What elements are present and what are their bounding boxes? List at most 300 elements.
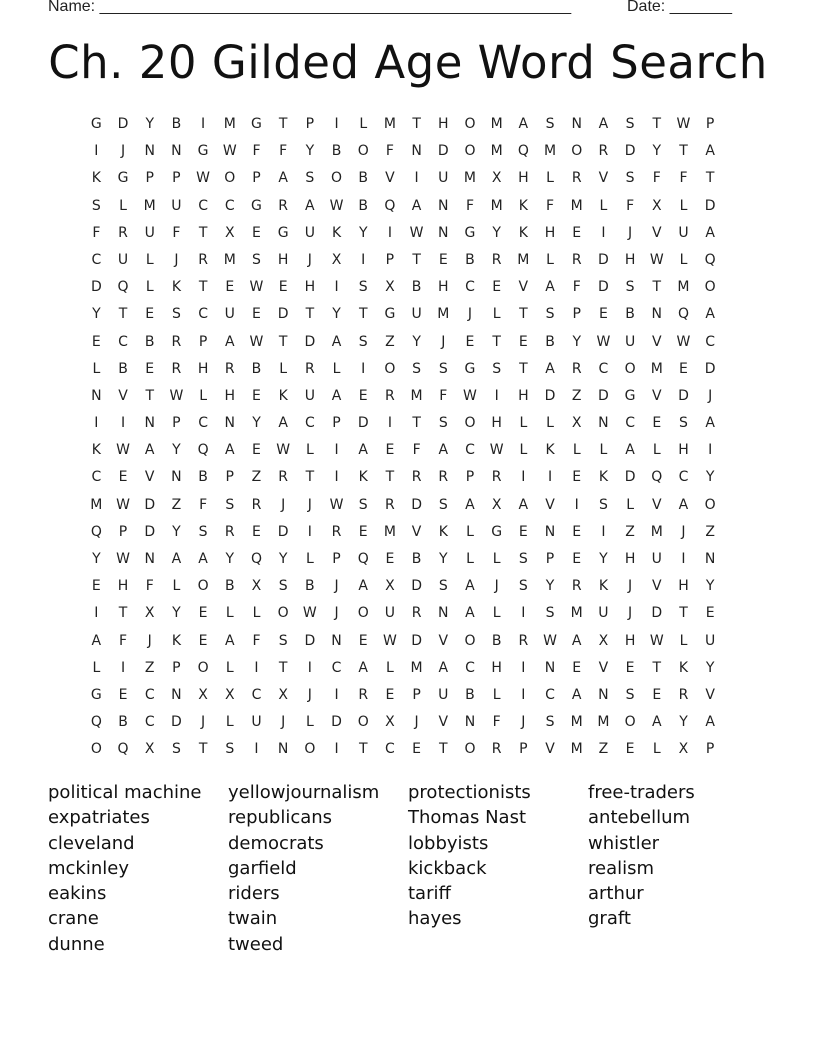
grid-letter: S	[625, 170, 635, 187]
grid-letter: F	[385, 143, 394, 160]
grid-letter: O	[464, 143, 476, 160]
grid-letter: Z	[385, 333, 395, 350]
grid-letter: S	[358, 279, 368, 296]
grid-letter: K	[331, 224, 342, 241]
grid-letter: H	[544, 224, 556, 241]
grid-letter: V	[651, 333, 662, 350]
grid-letter: F	[92, 224, 101, 241]
grid-letter: F	[279, 143, 288, 160]
grid-letter: Q	[250, 551, 262, 567]
grid-letter: Y	[705, 469, 715, 486]
grid-letter: V	[438, 714, 449, 731]
grid-letter: L	[305, 442, 314, 459]
grid-letter: R	[491, 251, 502, 268]
grid-letter: W	[489, 442, 504, 459]
grid-letter: Y	[172, 523, 181, 540]
grid-letter: Y	[439, 551, 448, 567]
grid-letter: L	[332, 360, 341, 377]
grid-letter: E	[252, 387, 261, 404]
grid-letter: A	[465, 496, 475, 513]
grid-letter: T	[679, 605, 688, 622]
grid-letter: K	[171, 632, 181, 649]
grid-letter: D	[411, 632, 422, 649]
grid-letter: F	[252, 143, 261, 160]
grid-letter: P	[332, 551, 341, 567]
grid-letter: O	[331, 170, 343, 187]
grid-letter: A	[305, 197, 315, 214]
grid-letter: J	[147, 632, 152, 649]
grid-letter: X	[571, 415, 582, 432]
grid-letter: G	[90, 686, 102, 703]
grid-letter: T	[198, 741, 208, 758]
grid-letter: R	[598, 143, 609, 160]
grid-letter: T	[305, 469, 315, 486]
grid-letter: L	[305, 551, 314, 567]
word-list-item: tariff	[408, 883, 451, 905]
grid-letter: C	[198, 197, 208, 214]
grid-letter: B	[411, 279, 422, 296]
grid-letter: P	[198, 333, 208, 350]
grid-letter: C	[598, 360, 609, 377]
grid-letter: A	[465, 578, 475, 595]
grid-letter: I	[254, 659, 259, 676]
grid-letter: I	[120, 415, 126, 432]
grid-letter: A	[705, 415, 715, 432]
grid-letter: T	[198, 224, 208, 241]
grid-letter: H	[438, 279, 449, 296]
grid-letter: E	[465, 333, 475, 350]
grid-letter: W	[116, 442, 130, 459]
grid-letter: M	[490, 116, 503, 132]
grid-letter: J	[414, 714, 419, 731]
grid-letter: Y	[599, 551, 608, 567]
grid-letter: I	[574, 496, 579, 513]
word-list-item: crane	[48, 908, 99, 930]
grid-letter: A	[411, 197, 422, 214]
grid-letter: S	[518, 578, 528, 595]
grid-letter: W	[196, 170, 211, 187]
grid-letter: N	[144, 551, 155, 567]
grid-letter: H	[491, 415, 502, 432]
grid-letter: R	[278, 197, 289, 214]
word-list-item: arthur	[588, 883, 644, 905]
grid-letter: U	[651, 551, 662, 567]
grid-letter: E	[572, 224, 582, 241]
grid-letter: M	[543, 143, 557, 160]
grid-letter: E	[118, 469, 128, 486]
grid-letter: V	[118, 387, 128, 404]
grid-letter: P	[519, 741, 528, 758]
grid-letter: B	[411, 551, 422, 567]
grid-letter: L	[492, 306, 501, 323]
grid-letter: A	[358, 442, 368, 459]
grid-letter: B	[358, 170, 369, 187]
grid-letter: G	[90, 116, 102, 132]
grid-letter: H	[304, 279, 316, 296]
grid-letter: R	[171, 333, 182, 350]
grid-letter: H	[624, 551, 636, 567]
grid-letter: W	[596, 333, 611, 350]
grid-letter: O	[704, 279, 716, 296]
grid-letter: T	[439, 741, 448, 758]
grid-letter: T	[358, 306, 368, 323]
grid-letter: I	[521, 469, 526, 486]
word-list-item: graft	[588, 908, 631, 930]
grid-letter: W	[276, 442, 291, 459]
word-list-item: antebellum	[588, 807, 691, 829]
grid-letter: Z	[144, 659, 155, 676]
grid-letter: J	[334, 578, 339, 595]
grid-letter: R	[571, 360, 582, 377]
grid-letter: S	[625, 116, 635, 132]
grid-letter: E	[252, 224, 261, 241]
grid-letter: B	[545, 333, 555, 350]
grid-letter: M	[570, 605, 583, 622]
grid-letter: B	[331, 143, 342, 160]
grid-letter: J	[441, 333, 446, 350]
grid-letter: N	[704, 551, 716, 567]
grid-letter: E	[385, 686, 395, 703]
grid-letter: V	[651, 387, 662, 404]
grid-letter: E	[385, 551, 395, 567]
grid-letter: Y	[358, 224, 368, 241]
grid-letter: H	[678, 578, 689, 595]
grid-letter: Y	[278, 551, 288, 567]
grid-letter: Z	[625, 523, 635, 540]
grid-letter: O	[464, 415, 476, 432]
grid-letter: Y	[572, 333, 581, 350]
grid-letter: E	[572, 659, 582, 676]
grid-letter: I	[494, 387, 499, 404]
grid-letter: O	[464, 116, 476, 132]
grid-letter: S	[412, 360, 422, 377]
grid-letter: D	[437, 143, 449, 160]
grid-letter: N	[438, 605, 449, 622]
grid-letter: N	[277, 741, 289, 758]
grid-letter: L	[519, 415, 528, 432]
grid-letter: F	[652, 170, 661, 187]
letter-grid	[83, 111, 724, 764]
grid-letter: P	[385, 251, 395, 268]
grid-letter: A	[171, 551, 182, 567]
grid-letter: B	[625, 306, 635, 323]
grid-letter: V	[385, 170, 395, 187]
grid-letter: L	[466, 551, 474, 567]
grid-letter: E	[625, 741, 635, 758]
grid-letter: V	[411, 523, 422, 540]
grid-letter: C	[251, 686, 262, 703]
grid-letter: E	[572, 551, 582, 567]
grid-letter: L	[492, 686, 501, 703]
grid-letter: E	[91, 333, 101, 350]
grid-letter: T	[412, 251, 421, 268]
grid-letter: E	[438, 251, 448, 268]
grid-letter: A	[571, 686, 582, 703]
grid-letter: Y	[305, 143, 315, 160]
grid-letter: A	[91, 632, 102, 649]
grid-letter: A	[518, 116, 529, 132]
grid-letter: M	[410, 659, 423, 676]
grid-letter: K	[518, 224, 528, 241]
grid-letter: M	[650, 523, 663, 540]
grid-letter: A	[651, 714, 662, 731]
grid-letter: I	[387, 415, 392, 432]
grid-letter: M	[437, 306, 450, 323]
grid-letter: C	[385, 741, 395, 758]
grid-letter: U	[624, 333, 636, 350]
grid-letter: D	[304, 333, 316, 350]
grid-letter: E	[625, 659, 635, 676]
grid-letter: Q	[704, 251, 716, 268]
grid-letter: Y	[679, 714, 688, 731]
grid-letter: O	[624, 360, 636, 377]
grid-letter: L	[305, 714, 314, 731]
grid-letter: G	[251, 197, 262, 214]
word-list-item: democrats	[228, 832, 324, 854]
grid-letter: H	[518, 170, 529, 187]
grid-letter: W	[543, 632, 557, 649]
grid-letter: N	[331, 632, 342, 649]
grid-letter: I	[361, 251, 366, 268]
grid-letter: B	[198, 469, 208, 486]
grid-letter: I	[547, 469, 553, 486]
grid-letter: A	[598, 116, 609, 132]
grid-letter: P	[172, 415, 181, 432]
grid-letter: V	[705, 686, 715, 703]
grid-letter: O	[704, 496, 716, 513]
grid-letter: O	[464, 741, 476, 758]
grid-letter: A	[331, 333, 342, 350]
grid-letter: S	[438, 415, 448, 432]
grid-letter: R	[518, 632, 529, 649]
grid-letter: C	[705, 333, 716, 350]
grid-letter: K	[518, 197, 528, 214]
grid-letter: W	[409, 224, 424, 241]
grid-letter: C	[625, 415, 635, 432]
word-list-item: tweed	[228, 933, 284, 955]
grid-letter: U	[144, 224, 155, 241]
grid-letter: I	[361, 360, 366, 377]
grid-letter: M	[490, 143, 503, 160]
grid-letter: O	[357, 714, 369, 731]
grid-letter: D	[704, 197, 716, 214]
grid-letter: E	[518, 523, 528, 540]
grid-letter: V	[144, 469, 155, 486]
grid-letter: L	[599, 442, 608, 459]
grid-letter: J	[708, 387, 713, 404]
grid-letter: I	[521, 605, 526, 622]
grid-letter: V	[598, 170, 609, 187]
grid-letter: F	[572, 279, 581, 296]
grid-letter: I	[334, 686, 339, 703]
grid-letter: U	[251, 714, 262, 731]
grid-letter: E	[652, 415, 662, 432]
grid-letter: R	[251, 496, 262, 513]
grid-letter: N	[651, 306, 663, 323]
grid-letter: P	[225, 469, 234, 486]
grid-letter: L	[92, 360, 101, 377]
grid-letter: F	[252, 632, 261, 649]
grid-letter: E	[252, 306, 261, 323]
grid-letter: I	[387, 224, 392, 241]
grid-letter: A	[438, 442, 449, 459]
grid-letter: Y	[412, 333, 421, 350]
grid-letter: O	[197, 659, 209, 676]
grid-letter: O	[224, 170, 236, 187]
grid-letter: L	[225, 605, 234, 622]
grid-letter: X	[278, 686, 288, 703]
grid-letter: E	[145, 306, 155, 323]
word-list-item: yellowjournalism	[228, 782, 380, 803]
grid-letter: K	[91, 170, 101, 187]
grid-letter: E	[679, 360, 688, 377]
grid-letter: J	[307, 251, 312, 268]
grid-letter: X	[491, 170, 502, 187]
grid-letter: T	[519, 360, 528, 377]
grid-letter: O	[277, 605, 289, 622]
grid-letter: W	[116, 496, 130, 513]
grid-letter: X	[598, 632, 609, 649]
grid-letter: I	[307, 523, 312, 540]
grid-letter: A	[705, 306, 715, 323]
grid-letter: B	[144, 333, 155, 350]
grid-letter: E	[252, 523, 261, 540]
grid-letter: K	[171, 279, 181, 296]
grid-letter: S	[171, 306, 181, 323]
grid-letter: P	[705, 116, 715, 132]
grid-letter: J	[681, 523, 686, 540]
grid-letter: Y	[705, 659, 715, 676]
word-list-item: garfield	[228, 857, 297, 879]
grid-letter: K	[678, 659, 689, 676]
grid-letter: U	[705, 632, 716, 649]
grid-letter: J	[334, 605, 339, 622]
grid-letter: W	[329, 197, 344, 214]
grid-letter: P	[545, 551, 555, 567]
grid-letter: A	[545, 360, 555, 377]
grid-letter: C	[465, 442, 475, 459]
grid-letter: J	[281, 714, 286, 731]
grid-letter: T	[492, 333, 501, 350]
grid-letter: E	[358, 523, 368, 540]
grid-letter: F	[465, 197, 474, 214]
grid-letter: M	[570, 714, 583, 731]
grid-letter: C	[465, 279, 475, 296]
grid-letter: Q	[677, 306, 689, 323]
grid-letter: B	[465, 251, 475, 268]
grid-letter: S	[492, 360, 502, 377]
grid-letter: A	[278, 415, 288, 432]
grid-letter: U	[411, 306, 422, 323]
grid-letter: D	[651, 605, 663, 622]
grid-letter: V	[545, 496, 555, 513]
grid-letter: L	[225, 659, 234, 676]
grid-letter: L	[145, 279, 154, 296]
grid-letter: S	[171, 741, 181, 758]
grid-letter: R	[198, 251, 208, 268]
grid-letter: B	[118, 360, 128, 377]
grid-letter: R	[571, 578, 582, 595]
grid-letter: D	[117, 116, 129, 132]
grid-letter: Y	[225, 551, 235, 567]
grid-letter: Y	[172, 442, 181, 459]
grid-letter: A	[198, 551, 208, 567]
grid-letter: P	[332, 415, 341, 432]
grid-letter: O	[197, 578, 209, 595]
grid-letter: L	[359, 116, 368, 132]
grid-letter: N	[411, 143, 422, 160]
grid-letter: P	[705, 741, 715, 758]
grid-letter: I	[521, 686, 526, 703]
grid-letter: D	[144, 496, 156, 513]
grid-letter: G	[117, 170, 129, 187]
grid-letter: I	[414, 170, 419, 187]
grid-letter: J	[307, 496, 312, 513]
grid-letter: L	[119, 197, 127, 214]
grid-letter: I	[521, 659, 526, 676]
grid-letter: E	[278, 279, 288, 296]
grid-letter: L	[172, 578, 181, 595]
grid-letter: I	[334, 279, 339, 296]
grid-letter: E	[198, 632, 208, 649]
grid-letter: R	[118, 224, 128, 241]
grid-letter: P	[252, 170, 261, 187]
grid-letter: Y	[492, 224, 501, 241]
grid-letter: N	[544, 659, 556, 676]
grid-letter: R	[385, 496, 395, 513]
grid-letter: Q	[117, 741, 129, 758]
grid-letter: A	[705, 143, 715, 160]
grid-letter: X	[651, 197, 662, 214]
grid-letter: K	[91, 442, 101, 459]
grid-letter: H	[624, 632, 636, 649]
grid-letter: X	[251, 578, 262, 595]
grid-letter: O	[464, 632, 476, 649]
grid-letter: M	[143, 197, 156, 214]
grid-letter: G	[251, 116, 262, 132]
grid-letter: D	[357, 415, 369, 432]
grid-letter: T	[652, 116, 662, 132]
grid-letter: C	[331, 659, 342, 676]
grid-letter: P	[118, 523, 128, 540]
grid-letter: T	[118, 306, 128, 323]
grid-letter: Y	[652, 143, 662, 160]
grid-letter: U	[117, 251, 129, 268]
grid-letter: L	[679, 197, 688, 214]
grid-letter: J	[628, 224, 633, 241]
grid-letter: H	[518, 387, 529, 404]
grid-letter: C	[118, 333, 128, 350]
grid-letter: B	[251, 360, 262, 377]
grid-letter: F	[626, 197, 635, 214]
grid-letter: X	[678, 741, 689, 758]
grid-letter: T	[305, 306, 315, 323]
grid-letter: X	[144, 741, 155, 758]
grid-letter: A	[331, 387, 342, 404]
grid-letter: D	[598, 279, 609, 296]
grid-letter: D	[598, 387, 609, 404]
grid-letter: Y	[172, 605, 181, 622]
grid-letter: J	[628, 578, 633, 595]
grid-letter: E	[598, 306, 608, 323]
grid-letter: U	[678, 224, 689, 241]
grid-letter: S	[545, 116, 555, 132]
grid-letter: S	[438, 578, 448, 595]
grid-letter: V	[651, 496, 662, 513]
grid-letter: C	[545, 686, 555, 703]
word-list-item: whistler	[588, 832, 660, 854]
grid-letter: X	[224, 686, 235, 703]
